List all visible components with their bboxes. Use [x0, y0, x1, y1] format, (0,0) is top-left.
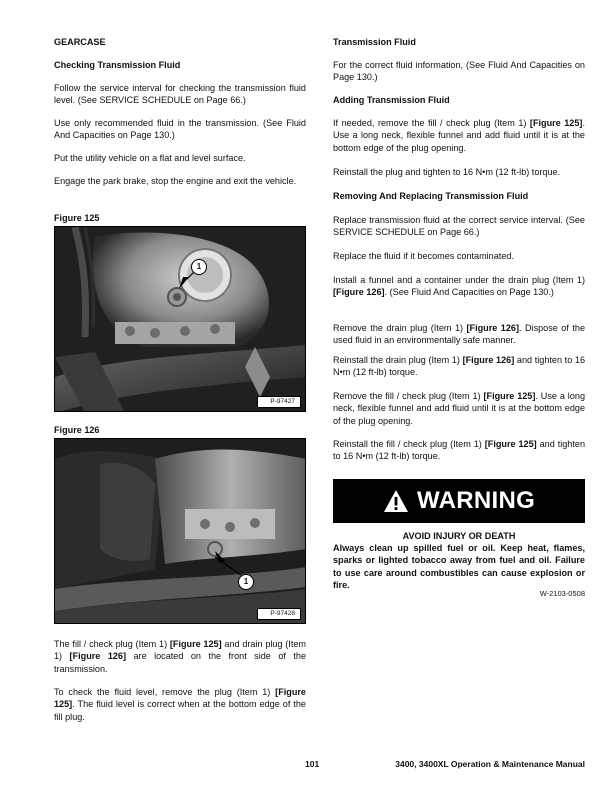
paragraph-reinstall-drain-plug — [333, 354, 585, 379]
manual-title: 3400, 3400XL Operation & Maintenance Manual — [395, 759, 585, 769]
figure-126-callout: 1 — [238, 574, 254, 590]
page-number: 101 — [305, 759, 320, 769]
text-run: and drain plug (Item 1) — [54, 639, 306, 662]
text-run: Remove the fill / check plug (Item 1) — [333, 391, 484, 401]
text-run: To check the fluid level, remove the plug (Item 1) — [54, 687, 276, 697]
text-run: Remove the drain plug (Item 1) — [333, 323, 467, 333]
text-run: Reinstall the fill / check plug (Item 1) — [333, 439, 485, 449]
text-run: and tighten to 16 N•m (12 ft-lb) torque. — [333, 439, 586, 462]
heading-adding-transmission-fluid: Adding Transmission Fluid — [333, 95, 450, 105]
paragraph-fluid-information: For the correct fluid information, (See Fluid And Capacities on Page 130.) — [333, 60, 585, 83]
figure-126-label: Figure 126 — [54, 425, 100, 435]
paragraph-service-interval: Follow the service interval for checking the transmission fluid level. (See SERVICE SCHEDULE on Page 66.) — [54, 83, 306, 106]
text-run: The fill / check plug (Item 1) — [54, 639, 170, 649]
paragraph-contaminated: Replace the fluid if it becomes contaminated. — [333, 251, 514, 261]
figure-126-photo — [54, 438, 306, 624]
paragraph-recommended-fluid: Use only recommended fluid in the transmission. (See Fluid And Capacities on Page 130.) — [54, 118, 306, 141]
text-run: . The fluid level is correct when at the bottom edge of the fill plug. — [54, 699, 306, 722]
heading-checking-transmission-fluid: Checking Transmission Fluid — [54, 60, 181, 70]
text-run: are located on the front side of the transmission. — [54, 651, 306, 674]
warning-banner — [333, 479, 585, 523]
figure-reference: [Figure 126] — [333, 287, 385, 298]
paragraph-plug-location — [54, 638, 306, 675]
heading-transmission-fluid: Transmission Fluid — [333, 37, 416, 47]
warning-label: WARNING — [416, 487, 536, 514]
paragraph-reinstall-plug: Reinstall the plug and tighten to 16 N•m (12 ft-lb) torque. — [333, 167, 561, 177]
text-run: . Use a long neck, flexible funnel and add fluid until it is at the bottom edge of the plug opening. — [333, 391, 586, 426]
figure-reference: [Figure 125] — [529, 118, 583, 128]
figure-reference: [Figure 125] — [169, 639, 222, 649]
paragraph-check-fluid-level — [54, 686, 306, 723]
text-run: . Dispose of the used fluid in an environmentally safe manner. — [333, 323, 585, 346]
paragraph-remove-drain-plug — [333, 322, 585, 347]
paragraph-level-surface: Put the utility vehicle on a flat and level surface. — [54, 153, 246, 163]
text-run: . (See Fluid And Capacities on Page 130.) — [384, 287, 554, 298]
transmission-drain-plug-image — [55, 439, 306, 624]
warning-title: AVOID INJURY OR DEATH — [402, 531, 516, 541]
text-run: If needed, remove the fill / check plug (Item 1) — [333, 118, 530, 128]
figure-125-callout: 1 — [191, 259, 207, 275]
paragraph-reinstall-fill-check-plug — [333, 438, 585, 463]
text-run: Reinstall the drain plug (Item 1) — [333, 355, 463, 365]
paragraph-park-brake: Engage the park brake, stop the engine and exit the vehicle. — [54, 176, 297, 186]
figure-reference: [Figure 126] — [462, 355, 515, 365]
text-run: Install a funnel and a container under the drain plug (Item 1) — [333, 275, 585, 285]
heading-removing-replacing-fluid: Removing And Replacing Transmission Fluid — [333, 191, 529, 201]
paragraph-replace-interval: Replace transmission fluid at the correct service interval. (See SERVICE SCHEDULE on Page 66.) — [333, 215, 585, 238]
figure-reference: [Figure 126] — [466, 323, 519, 333]
text-run: and tighten to 16 N•m (12 ft-lb) torque. — [333, 355, 586, 378]
figure-125-photo — [54, 226, 306, 412]
text-run: . Use a long neck, flexible funnel and add fluid until it is at the bottom edge of the plug opening. — [333, 118, 585, 153]
figure-125-code: P-97427 — [257, 396, 301, 408]
figure-125-label: Figure 125 — [54, 213, 100, 223]
warning-triangle-icon — [383, 489, 409, 513]
transmission-fill-plug-image — [55, 227, 306, 412]
warning-code: W-2103-0508 — [539, 589, 585, 598]
figure-reference: [Figure 125] — [54, 687, 306, 710]
warning-body: Always clean up spilled fuel or oil. Keep heat, flames, sparks or lighted tobacco away from fuel and oil. Failure to use care around combustibles can cause explosion or fire. — [333, 543, 585, 590]
figure-reference: [Figure 125] — [483, 391, 536, 401]
paragraph-install-funnel — [333, 274, 585, 299]
figure-reference: [Figure 126] — [69, 651, 127, 662]
figure-126-code: P-97428 — [257, 608, 301, 620]
paragraph-remove-fill-plug — [333, 117, 585, 154]
figure-reference: [Figure 125] — [484, 439, 537, 449]
paragraph-remove-fill-check-plug — [333, 390, 585, 427]
section-title: GEARCASE — [54, 37, 106, 47]
